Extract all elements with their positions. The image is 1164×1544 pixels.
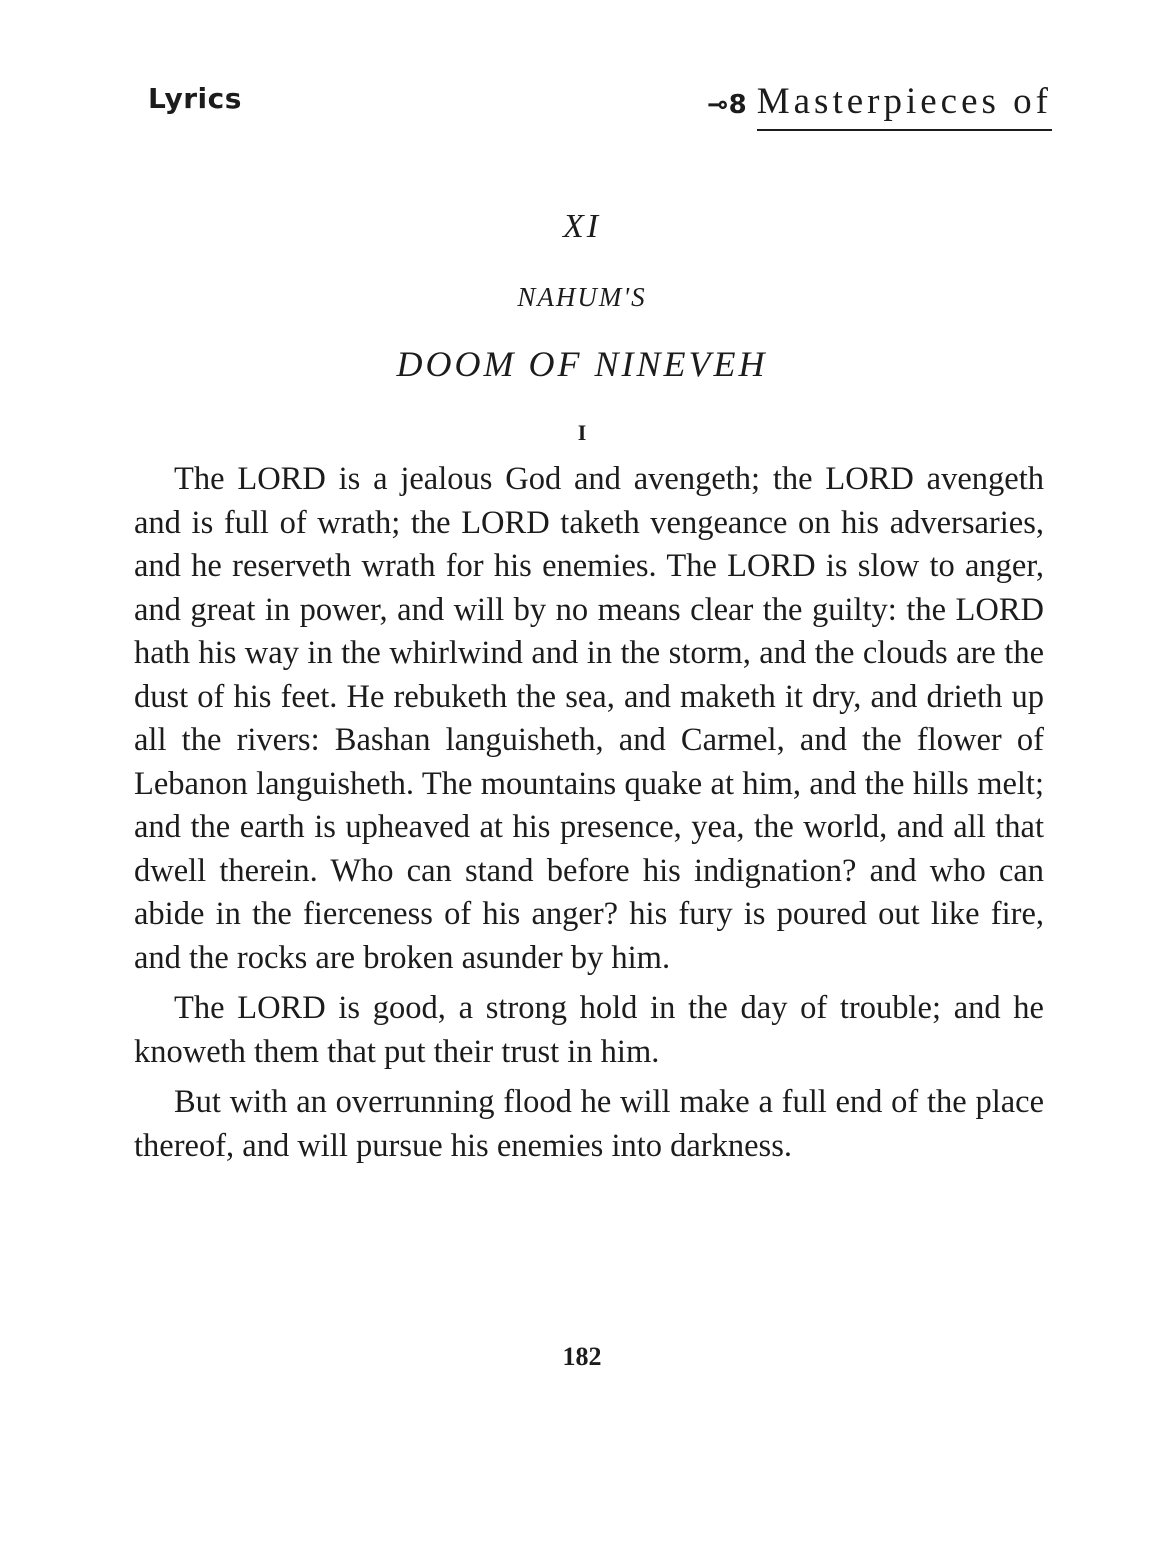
paragraph-3: But with an overrunning flood he will make a full end of the place thereof, and will pursue his enemies into darkness. — [134, 1084, 1044, 1164]
running-head-left: Lyrics — [148, 82, 242, 115]
chapter-title: DOOM OF NINEVEH — [396, 344, 768, 384]
chapter-author: NAHUM'S — [517, 282, 647, 312]
ornament-icon: ⊸8 — [706, 90, 747, 120]
paragraph-1: The LORD is a jealous God and avengeth; the LORD avengeth and is full of wrath; the LORD taketh vengeance on his adversaries, and he reserveth wrath for his enemies. The LORD is slow to anger, and great in power, and will by no means clear the guilty: the LORD hath his way in the whirlwind and in the storm, and the clouds are the dust of his feet. He rebuketh the sea, and maketh it dry, and drieth up all the rivers: Bashan languisheth, and Carmel, and the flower of Lebanon languisheth. The mountains quake at him, and the hills melt; and the earth is upheaved at his presence, yea, the world, and all that dwell therein. Who can stand before his indignation? and who can abide in the fierceness of his anger? his fury is poured out like fire, and the rocks are broken asunder by him. — [134, 461, 1044, 976]
part-number: I — [577, 420, 587, 445]
running-head-title: Masterpieces of — [757, 80, 1052, 131]
running-head-right — [707, 80, 1052, 131]
page-number: 182 — [562, 1342, 602, 1371]
paragraph-2: The LORD is good, a strong hold in the day of trouble; and he knoweth them that put their trust in him. — [134, 990, 1044, 1070]
chapter-number: XI — [562, 208, 602, 245]
body-text — [134, 458, 1044, 1175]
